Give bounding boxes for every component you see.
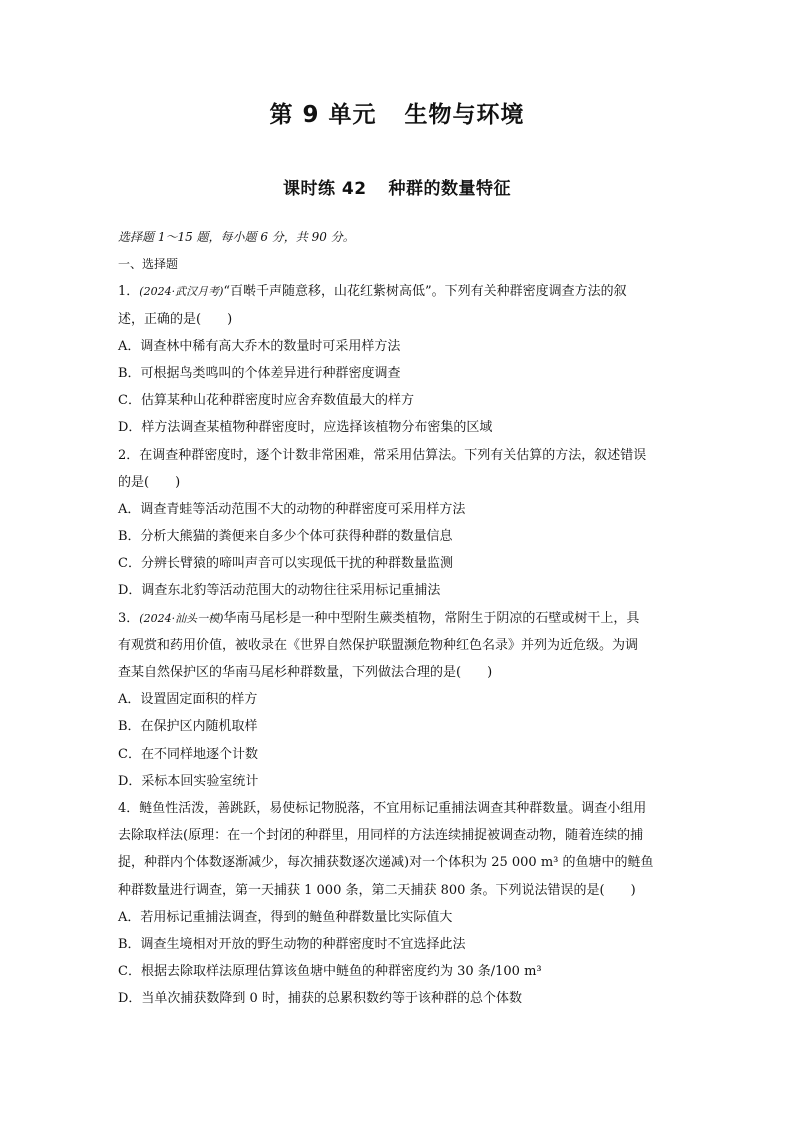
option-d[interactable]: D．采标本回实验室统计 (118, 773, 259, 789)
unit-number: 第 9 单元 (269, 102, 377, 128)
unit-topic: 生物与环境 (404, 102, 525, 128)
question-stem-text: 在调查种群密度时，逐个计数非常困难，常采用估算法。下列有关估算的方法，叙述错误 (139, 447, 647, 463)
option-c[interactable]: C．估算某种山花种群密度时应舍弃数值最大的样方 (118, 393, 414, 409)
question-number: 3． (118, 610, 140, 626)
question-list (118, 224, 680, 1012)
question-number: 4． (118, 800, 140, 816)
question-source: (2024·武汉月考) (139, 285, 224, 299)
question-stem-line (118, 605, 680, 632)
option-b[interactable]: B．调查生境相对开放的野生动物的种群密度时不宜选择此法 (118, 936, 466, 952)
question-stem-line (118, 278, 680, 305)
question-stem-line: 捉，种群内个体数逐渐减少，每次捕获数逐次递减)对一个体积为 25 000 m³ 的鱼塘中的鲢鱼 (118, 855, 654, 871)
option-a[interactable]: A．调查林中稀有高大乔木的数量时可采用样方法 (118, 338, 401, 354)
option-c[interactable]: C．分辨长臂猿的啼叫声音可以实现低干扰的种群数量监测 (118, 556, 453, 572)
question-number: 1． (118, 284, 140, 300)
question-stem-text: “百啭千声随意移，山花红紫树高低”。下列有关种群密度调查方法的叙 (223, 284, 627, 300)
option-d[interactable]: D．调查东北豹等活动范围大的动物往往采用标记重捕法 (118, 583, 441, 599)
question-stem-text: 鲢鱼性活泼，善跳跃，易使标记物脱落，不宜用标记重捕法调查其种群数量。调查小组用 (139, 800, 647, 816)
question-stem-line: 去除取样法(原理：在一个封闭的种群里，用同样的方法连续捕捉被调查动物，随着连续的捕 (118, 828, 644, 844)
lesson-topic: 种群的数量特征 (388, 179, 512, 199)
option-c[interactable]: C．根据去除取样法原理估算该鱼塘中鲢鱼的种群密度约为 30 条/100 m³ (118, 964, 542, 980)
question-4 (118, 795, 680, 1013)
question-3 (118, 605, 680, 795)
question-stem-line (118, 442, 680, 469)
option-a[interactable]: A．设置固定面积的样方 (118, 692, 258, 708)
question-stem-line: 种群数量进行调查，第一天捕获 1 000 条，第二天捕获 800 条。下列说法错误的是( ) (118, 882, 636, 898)
instructions: 选择题 1～15 题，每小题 6 分，共 90 分。 (118, 230, 355, 244)
question-stem-line (118, 795, 680, 822)
question-stem-text: 华南马尾杉是一种中型附生蕨类植物，常附生于阴凉的石壁或树干上，具 (223, 610, 640, 626)
question-source: (2024·汕头一模) (139, 611, 224, 625)
section-heading: 一、选择题 (118, 257, 179, 272)
question-stem-line: 述，正确的是( ) (118, 311, 233, 327)
option-d[interactable]: D．当单次捕获数降到 0 时，捕获的总累积数约等于该种群的总个体数 (118, 991, 522, 1007)
question-1 (118, 278, 680, 441)
option-a[interactable]: A．调查青蛙等活动范围不大的动物的种群密度可采用样方法 (118, 501, 466, 517)
question-2 (118, 442, 680, 605)
question-stem-line: 的是( ) (118, 474, 181, 490)
question-number: 2． (118, 447, 140, 463)
option-b[interactable]: B．可根据鸟类鸣叫的个体差异进行种群密度调查 (118, 365, 401, 381)
lesson-title (0, 174, 794, 199)
option-d[interactable]: D．样方法调查某植物种群密度时，应选择该植物分布密集的区域 (118, 420, 493, 436)
lesson-number: 课时练 42 (282, 179, 367, 199)
question-stem-line: 有观赏和药用价值，被收录在《世界自然保护联盟濒危物种红色名录》并列为近危级。为调 (118, 637, 639, 653)
option-a[interactable]: A．若用标记重捕法调查，得到的鲢鱼种群数量比实际值大 (118, 909, 453, 925)
option-c[interactable]: C．在不同样地逐个计数 (118, 746, 258, 762)
option-b[interactable]: B．在保护区内随机取样 (118, 719, 258, 735)
option-b[interactable]: B．分析大熊猫的粪便来自多少个体可获得种群的数量信息 (118, 529, 453, 545)
question-stem-line: 查某自然保护区的华南马尾杉种群数量，下列做法合理的是( ) (118, 665, 493, 680)
unit-title (0, 96, 794, 129)
